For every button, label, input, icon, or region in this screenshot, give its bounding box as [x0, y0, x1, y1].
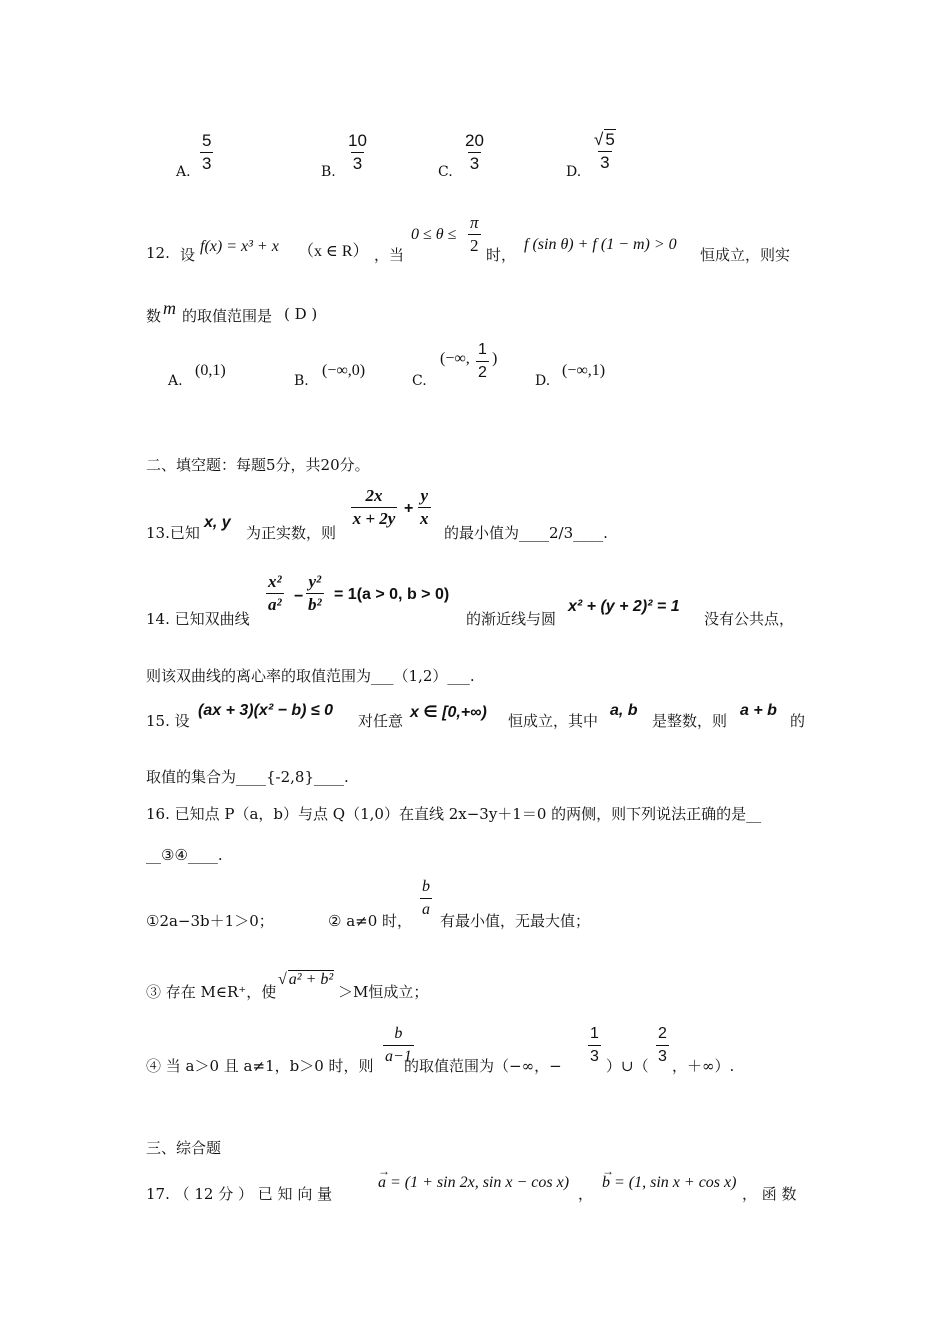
q14-tail: 没有公共点，: [704, 610, 795, 628]
fraction-denominator: x + 2y: [352, 509, 396, 528]
q13-mid: 为正实数，则: [246, 524, 337, 542]
q12-text-she: 设: [180, 246, 196, 264]
fraction-denominator: a: [420, 898, 432, 920]
fraction-numerator: x²: [268, 572, 282, 591]
fraction-numerator: y: [420, 486, 429, 505]
fraction-denominator: b²: [308, 595, 322, 614]
q12-number: 12.: [146, 244, 170, 262]
q14-mid: 的渐近线与圆: [466, 610, 557, 628]
q12-line2-a: 数: [146, 307, 162, 325]
q13-fraction-1: [346, 486, 402, 529]
q16-statement-4-fraction-2: [656, 1024, 669, 1067]
fraction-denominator: 3: [600, 153, 610, 172]
q12-option-c-fraction: [476, 340, 489, 383]
q13-lead: 13.已知: [146, 524, 200, 542]
fraction-numerator: 1: [478, 341, 487, 358]
q13-plus: +: [404, 500, 414, 517]
q11-option-d-fraction: [592, 129, 618, 173]
q12-option-b: (−∞,0): [322, 362, 366, 379]
q16-statement-4-tail: ，＋∞）.: [672, 1057, 735, 1075]
fraction-denominator: a−1: [383, 1045, 414, 1067]
q14-fraction-x: [266, 572, 284, 615]
q11-option-a-fraction: [200, 131, 213, 174]
fraction-numerator: 1: [590, 1025, 599, 1042]
q15-inequality: (ax + 3)(x² − b) ≤ 0: [198, 702, 334, 719]
q13-fraction-2: [418, 486, 431, 529]
q16-statement-4-fraction-1: [588, 1024, 601, 1067]
q14-lead: 14. 已知双曲线: [146, 610, 250, 628]
q12-option-c-right: ): [492, 350, 498, 367]
q12-option-a-label: A.: [168, 373, 183, 389]
q14-fraction-y: [306, 572, 324, 615]
q11-option-c-label: C.: [438, 164, 453, 180]
fraction-denominator: 2: [476, 361, 489, 383]
q17-tail: ， 函 数: [742, 1185, 797, 1203]
q17-comma: ，: [578, 1185, 594, 1203]
q11-option-b-label: B.: [321, 164, 336, 180]
q11-option-b-fraction: [346, 131, 369, 174]
q12-text-dang: ，当: [374, 246, 405, 264]
q16-line2: __③④____.: [146, 846, 223, 864]
fraction-numerator: 5: [202, 131, 212, 150]
fraction-denominator: x: [420, 509, 429, 528]
fraction-numerator: y²: [308, 572, 322, 591]
section-heading-fill-in: 二、填空题：每题5分，共20分。: [146, 456, 370, 474]
q12-answer: ( D ): [284, 305, 318, 323]
q12-option-c-label: C.: [412, 373, 427, 389]
q12-option-a: (0,1): [195, 362, 226, 379]
q15-sum: a + b: [740, 702, 777, 719]
q14-equation-rhs: = 1(a > 0, b > 0): [334, 586, 450, 603]
fraction-numerator: b: [394, 1025, 403, 1042]
q15-mid3: 是整数，则: [652, 712, 728, 730]
fraction-numerator: 2: [658, 1025, 667, 1042]
q16-statement-3-tail: ＞M恒成立；: [338, 983, 429, 1001]
fraction-denominator: 3: [656, 1045, 669, 1067]
q12-text-shi: 时，: [486, 246, 517, 264]
section-heading-comprehensive: 三、综合题: [146, 1139, 222, 1157]
q12-option-d: (−∞,1): [562, 362, 606, 379]
q16-statement-3-lead: ③ 存在 M∈R⁺，使: [146, 983, 277, 1001]
q16-line1: 16. 已知点 P（a，b）与点 Q（1,0）在直线 2x−3y＋1＝0 的两侧，则下列说法正确的是__: [146, 805, 762, 823]
fraction-numerator: π: [470, 213, 479, 232]
q16-statement-3-root: √ a² + b²: [278, 971, 334, 988]
q11-option-d-label: D.: [566, 164, 582, 180]
fraction-denominator: 3: [202, 154, 212, 173]
q15-set: x ∈ [0,+∞): [410, 704, 487, 721]
q12-var-m: m: [163, 298, 176, 318]
q11-option-a-label: A.: [176, 164, 191, 180]
q12-option-c-left: (−∞,: [440, 350, 470, 367]
q17-vector-a: [378, 1164, 570, 1192]
q12-inequality: f (sin θ) + f (1 − m) > 0: [524, 236, 677, 253]
fraction-denominator: 3: [588, 1045, 601, 1067]
q14-line2: 则该双曲线的离心率的取值范围为___（1,2）___.: [146, 667, 475, 685]
fraction-numerator: √ 5: [594, 130, 615, 149]
q14-minus: −: [294, 588, 304, 605]
fraction-numerator: 10: [348, 131, 367, 150]
q13-tail: 的最小值为____2/3____.: [444, 524, 608, 542]
q12-function: f(x) = x³ + x: [200, 238, 279, 255]
q17-lead: 17. （ 12 分 ） 已 知 向 量: [146, 1185, 333, 1203]
fraction-denominator: 2: [470, 236, 479, 255]
fraction-denominator: 3: [469, 154, 480, 173]
q16-statement-4-mid: 的取值范围为（−∞，−: [404, 1057, 562, 1075]
q12-option-b-label: B.: [294, 373, 309, 389]
q17-vector-b-text: b = (1, sin x + cos x): [602, 1174, 737, 1191]
q12-theta-fraction: [468, 213, 481, 256]
q15-ab: a, b: [610, 702, 638, 719]
q13-vars: x, y: [204, 514, 231, 531]
sqrt-radicand: 5: [605, 130, 615, 149]
vector-arrow-icon: →: [602, 1164, 614, 1178]
q16-statement-1: ①2a−3b＋1＞0；: [146, 912, 274, 930]
fraction-denominator: a²: [268, 595, 282, 614]
q17-vector-b: [602, 1164, 737, 1192]
q16-statement-2-fraction: [420, 877, 432, 920]
q16-statement-4-lead: ④ 当 a＞0 且 a≠1，b＞0 时，则: [146, 1057, 374, 1075]
sqrt-radicand: a² + b²: [288, 971, 334, 988]
q14-circle-equation: x² + (y + 2)² = 1: [568, 598, 680, 615]
q17-vector-a-text: a = (1 + sin 2x, sin x − cos x): [378, 1174, 570, 1191]
fraction-denominator: 3: [352, 154, 363, 173]
fraction-numerator: 20: [465, 131, 484, 150]
q12-option-d-label: D.: [535, 373, 551, 389]
q16-statement-2-tail: 有最小值，无最大值；: [440, 912, 591, 930]
q15-lead: 15. 设: [146, 712, 190, 730]
q15-mid1: 对任意: [358, 712, 404, 730]
fraction-numerator: b: [422, 878, 430, 895]
q15-tail: 的: [790, 712, 806, 730]
q12-domain: （x ∈ R）: [298, 243, 369, 260]
q12-line2-b: 的取值范围是: [182, 307, 273, 325]
vector-arrow-icon: →: [378, 1164, 390, 1178]
q16-statement-2-lead: ② a≠0 时，: [328, 912, 413, 930]
q15-line2: 取值的集合为____{-2,8}____.: [146, 768, 349, 786]
q16-statement-4-mid2: ）∪（: [606, 1057, 649, 1075]
q12-theta-range: 0 ≤ θ ≤: [411, 226, 457, 243]
q15-mid2: 恒成立，其中: [508, 712, 599, 730]
fraction-numerator: 2x: [365, 486, 383, 505]
q11-option-c-fraction: [463, 131, 486, 174]
q12-text-tail: 恒成立，则实: [700, 246, 791, 264]
